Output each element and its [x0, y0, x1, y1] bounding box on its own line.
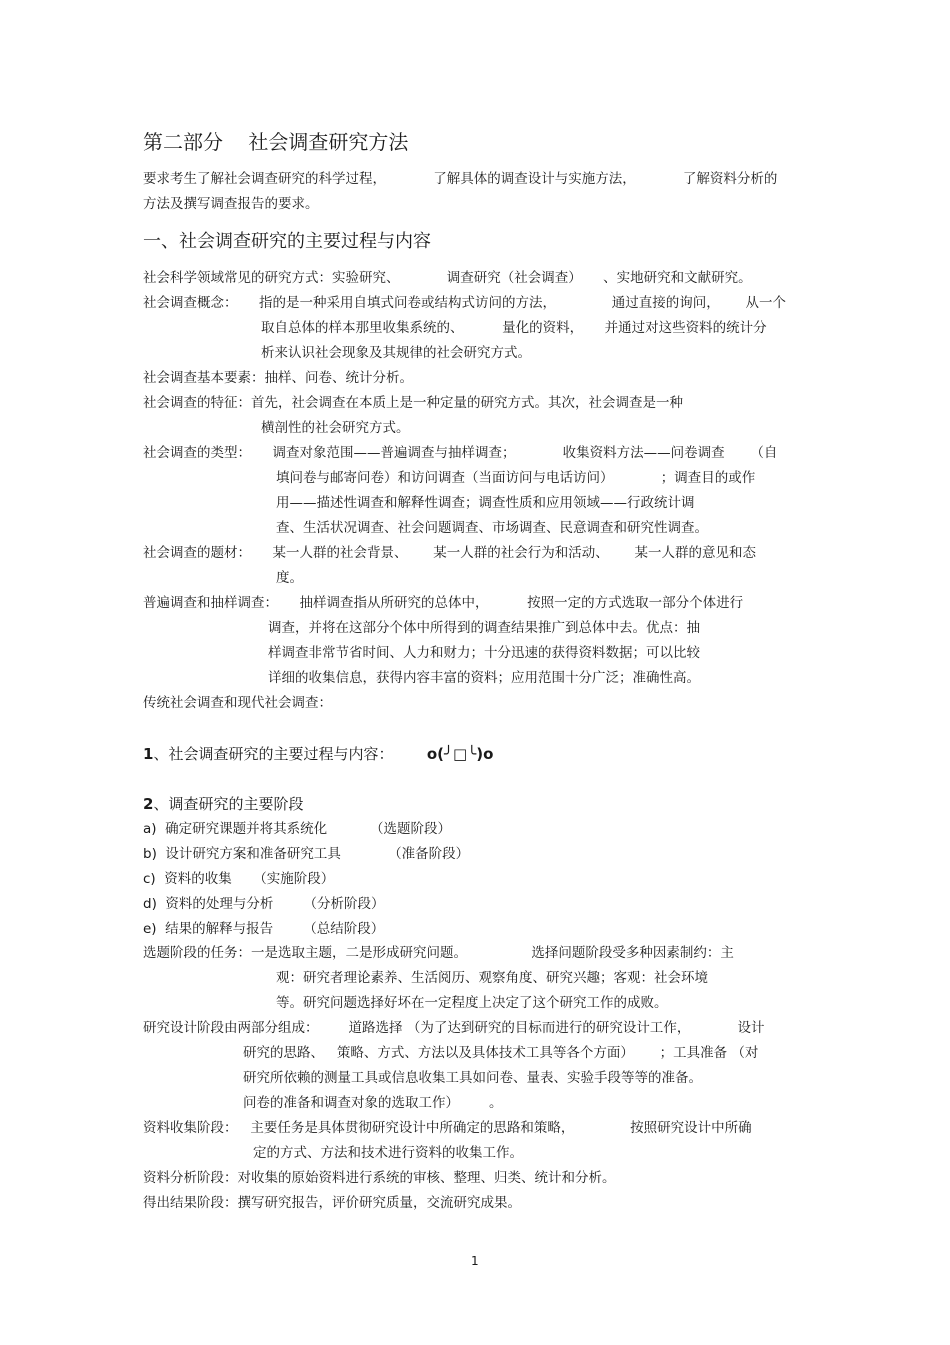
section-heading-1: 一、社会调查研究的主要过程与内容	[143, 231, 431, 252]
stage-item: b) 设计研究方案和准备研究工具 （准备阶段）	[143, 846, 470, 862]
text-line: 研究的思路、 策略、方式、方法以及具体技术工具等各个方面） ；工具准备 （对	[243, 1045, 759, 1061]
text-line: 社会科学领域常见的研究方式：实验研究、 调查研究（社会调查） 、实地研究和文献研究。	[143, 270, 752, 286]
stage-item: e) 结果的解释与报告 （总结阶段）	[143, 921, 385, 937]
page-title: 第二部分 社会调查研究方法	[143, 130, 409, 154]
text-line: 得出结果阶段：撰写研究报告，评价研究质量，交流研究成果。	[143, 1195, 521, 1211]
subheading-number: 2	[143, 795, 154, 813]
intro-line-1: 要求考生了解社会调查研究的科学过程， 了解具体的调查设计与实施方法， 了解资料分析的	[143, 171, 778, 187]
text-line: 取自总体的样本那里收集系统的、 量化的资料， 并通过对这些资料的统计分	[261, 320, 767, 336]
text-line: 研究设计阶段由两部分组成： 道路选择 （为了达到研究的目标而进行的研究设计工作， 设计	[143, 1020, 765, 1036]
subheading-2	[143, 794, 303, 814]
text-line: 查、生活状况调查、社会问题调查、市场调查、民意调查和研究性调查。	[276, 520, 708, 536]
intro-line-2: 方法及撰写调查报告的要求。	[143, 196, 319, 212]
stage-item: d) 资料的处理与分析 （分析阶段）	[143, 896, 385, 912]
text-line: 资料收集阶段： 主要任务是具体贯彻研究设计中所确定的思路和策略， 按照研究设计中所确	[143, 1120, 752, 1136]
page-number: 1	[471, 1254, 479, 1268]
subheading-text: 、社会调查研究的主要过程与内容：	[153, 745, 427, 763]
text-line: 传统社会调查和现代社会调查：	[143, 695, 332, 711]
text-line: 度。	[276, 570, 303, 586]
text-line: 问卷的准备和调查对象的选取工作） 。	[243, 1095, 503, 1111]
text-line: 社会调查的题材： 某一人群的社会背景、 某一人群的社会行为和活动、 某一人群的意见和态	[143, 545, 756, 561]
text-line: 社会调查的类型： 调查对象范围——普遍调查与抽样调查； 收集资料方法——问卷调查 （自	[143, 445, 778, 461]
text-line: 详细的收集信息，获得内容丰富的资料；应用范围十分广泛；准确性高。	[268, 670, 700, 686]
text-line: 资料分析阶段：对收集的原始资料进行系统的审核、整理、归类、统计和分析。	[143, 1170, 616, 1186]
stage-item: a) 确定研究课题并将其系统化 （选题阶段）	[143, 821, 452, 837]
text-line: 填问卷与邮寄问卷）和访问调查（当面访问与电话访问） ；调查目的或作	[276, 470, 756, 486]
text-line: 社会调查概念： 指的是一种采用自填式问卷或结构式访问的方法， 通过直接的询问， 从一个	[143, 295, 786, 311]
text-line: 选题阶段的任务：一是选取主题，二是形成研究问题。 选择问题阶段受多种因素制约：主	[143, 945, 734, 961]
text-line: 社会调查基本要素：抽样、问卷、统计分析。	[143, 370, 413, 386]
text-line: 用——描述性调查和解释性调查；调查性质和应用领域——行政统计调	[276, 495, 695, 511]
subheading-1	[143, 744, 493, 764]
text-line: 定的方式、方法和技术进行资料的收集工作。	[253, 1145, 523, 1161]
text-line: 研究所依赖的测量工具或信息收集工具如问卷、量表、实验手段等等的准备。	[243, 1070, 702, 1086]
text-line: 横剖性的社会研究方式。	[261, 420, 410, 436]
text-line: 析来认识社会现象及其规律的社会研究方式。	[261, 345, 531, 361]
text-line: 调查，并将在这部分个体中所得到的调查结果推广到总体中去。优点：抽	[268, 620, 700, 636]
text-line: 样调查非常节省时间、人力和财力；十分迅速的获得资料数据；可以比较	[268, 645, 700, 661]
text-line: 社会调查的特征：首先，社会调查在本质上是一种定量的研究方式。其次，社会调查是一种	[143, 395, 683, 411]
stage-item: c) 资料的收集 （实施阶段）	[143, 871, 335, 887]
subheading-number: 1	[143, 745, 154, 763]
text-line: 观：研究者理论素养、生活阅历、观察角度、研究兴趣；客观：社会环境	[276, 970, 708, 986]
text-line: 等。研究问题选择好坏在一定程度上决定了这个研究工作的成败。	[276, 995, 668, 1011]
text-line: 普遍调查和抽样调查： 抽样调查指从所研究的总体中， 按照一定的方式选取一部分个体进行	[143, 595, 744, 611]
subheading-text: 、调查研究的主要阶段	[153, 795, 304, 813]
emoticon: o(╯□╰)o	[426, 745, 494, 763]
